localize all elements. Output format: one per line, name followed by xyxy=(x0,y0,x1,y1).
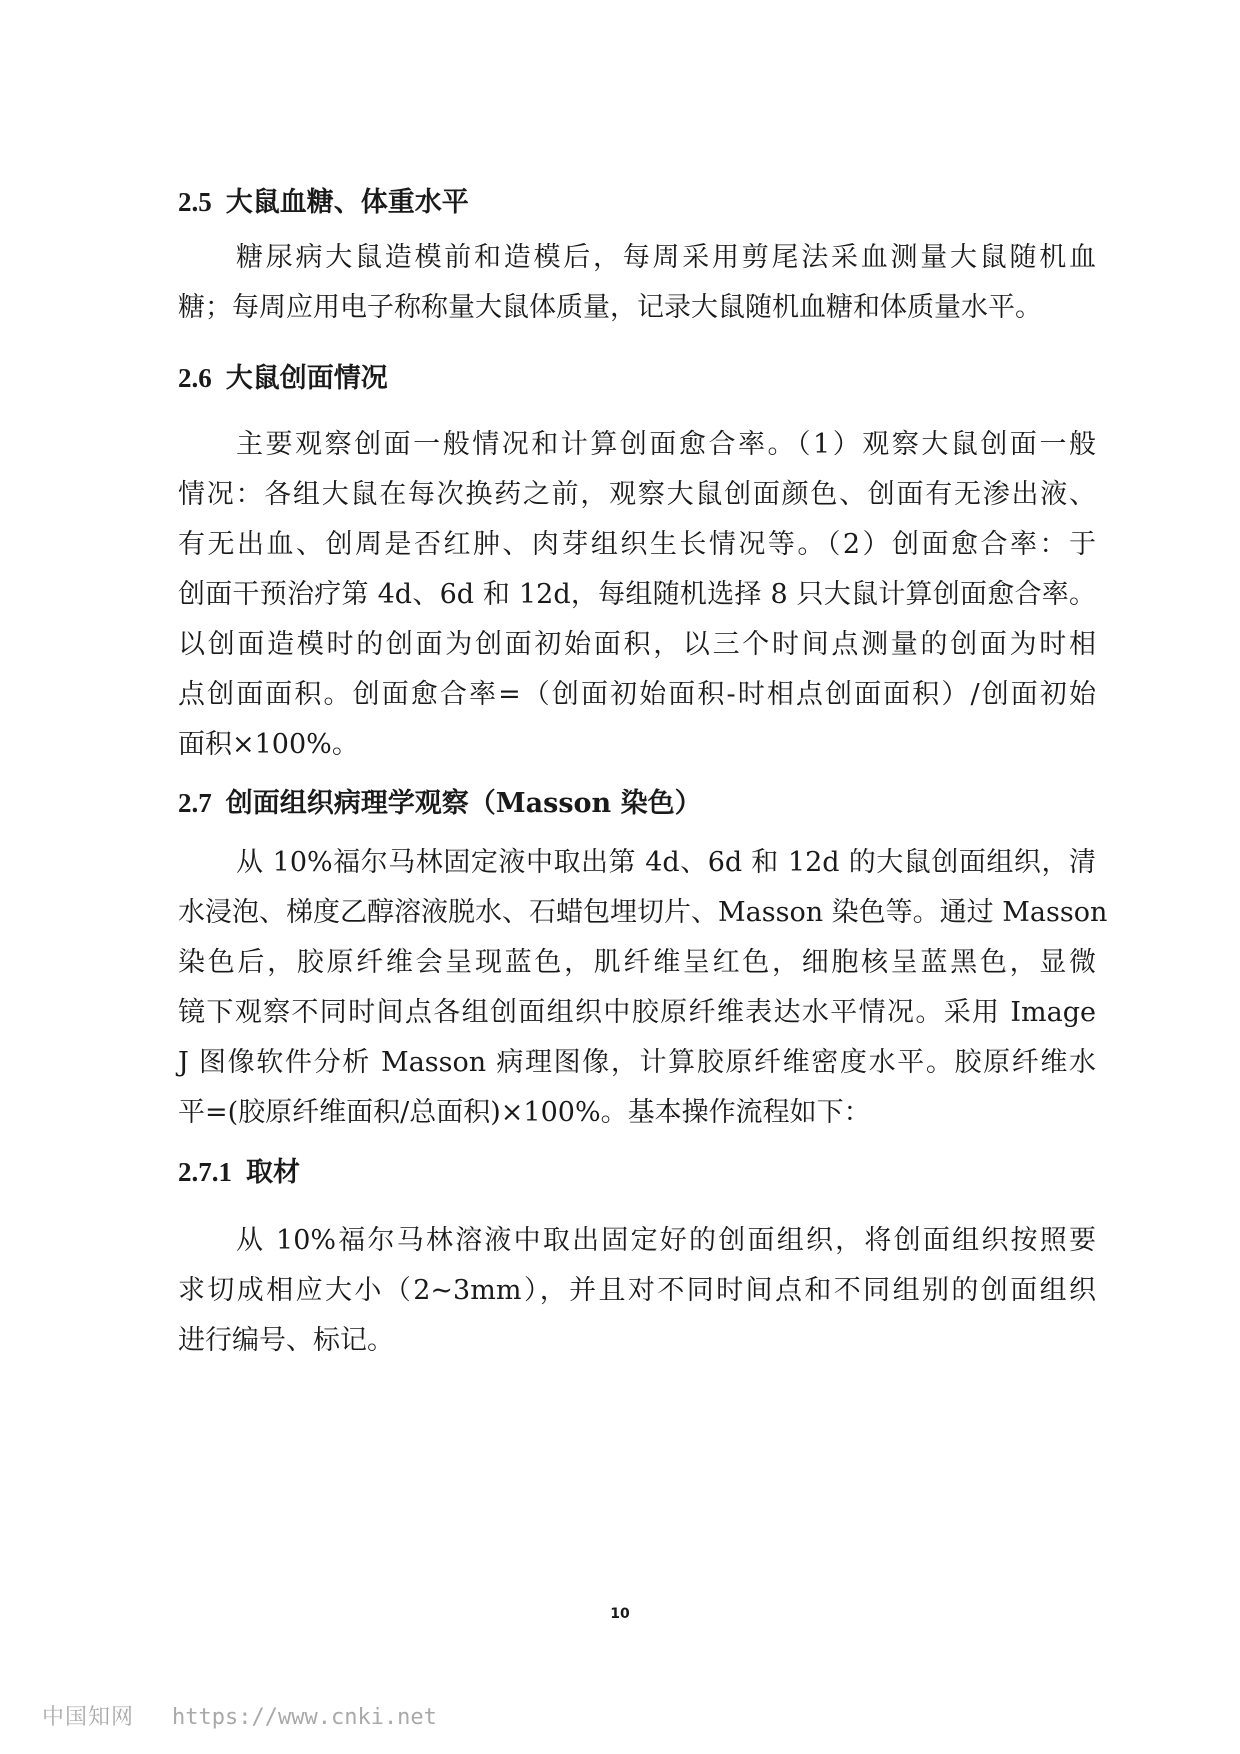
section-heading-2-6 xyxy=(178,360,388,397)
text-line: 创面干预治疗第 4d、6d 和 12d，每组随机选择 8 只大鼠计算创面愈合率。 xyxy=(178,579,1096,610)
section-number: 2.6 xyxy=(178,363,212,393)
text-line: 糖尿病大鼠造模前和造模后，每周采用剪尾法采血测量大鼠随机血 xyxy=(236,242,1096,273)
section-number: 2.5 xyxy=(178,187,212,217)
text-line: J 图像软件分析 Masson 病理图像，计算胶原纤维密度水平。胶原纤维水 xyxy=(178,1047,1096,1078)
text-line: 点创面面积。创面愈合率=（创面初始面积-时相点创面面积）/创面初始 xyxy=(178,679,1096,710)
text-line: 有无出血、创周是否红肿、肉芽组织生长情况等。（2）创面愈合率：于 xyxy=(178,529,1096,560)
page-number: 10 xyxy=(610,1606,630,1622)
text-line: 进行编号、标记。 xyxy=(178,1325,394,1356)
text-line: 从 10%福尔马林固定液中取出第 4d、6d 和 12d 的大鼠创面组织，清 xyxy=(236,847,1096,878)
text-line: 情况：各组大鼠在每次换药之前，观察大鼠创面颜色、创面有无渗出液、 xyxy=(178,479,1096,510)
watermark-url: https://www.cnki.net xyxy=(172,1705,437,1730)
section-heading-2-7 xyxy=(178,785,702,822)
section-heading-2-7-1 xyxy=(178,1154,300,1191)
text-line: 染色后，胶原纤维会呈现蓝色，肌纤维呈红色，细胞核呈蓝黑色，显微 xyxy=(178,947,1096,978)
paragraph-2-7-1 xyxy=(178,1216,1096,1366)
text-line: 从 10%福尔马林溶液中取出固定好的创面组织，将创面组织按照要 xyxy=(236,1225,1096,1256)
paragraph-2-7 xyxy=(178,838,1108,1138)
section-title: 大鼠创面情况 xyxy=(225,363,388,394)
text-line: 面积×100%。 xyxy=(178,729,359,760)
text-line: 平=(胶原纤维面积/总面积)×100%。基本操作流程如下： xyxy=(178,1097,871,1128)
watermark xyxy=(42,1700,437,1731)
watermark-logo: 中国知网 xyxy=(42,1705,135,1730)
text-line: 镜下观察不同时间点各组创面组织中胶原纤维表达水平情况。采用 Image xyxy=(178,997,1096,1028)
section-number: 2.7.1 xyxy=(178,1157,232,1187)
text-line: 求切成相应大小（2~3mm），并且对不同时间点和不同组别的创面组织 xyxy=(178,1275,1096,1306)
section-title: 大鼠血糖、体重水平 xyxy=(225,187,469,218)
paragraph-2-5 xyxy=(178,233,1096,333)
text-line: 主要观察创面一般情况和计算创面愈合率。（1）观察大鼠创面一般 xyxy=(236,429,1096,460)
paragraph-2-6 xyxy=(178,420,1096,770)
text-line: 以创面造模时的创面为创面初始面积，以三个时间点测量的创面为时相 xyxy=(178,629,1096,660)
section-title: 创面组织病理学观察（Masson 染色） xyxy=(225,788,702,819)
text-line: 水浸泡、梯度乙醇溶液脱水、石蜡包埋切片、Masson 染色等。通过 Masson xyxy=(178,897,1108,928)
section-heading-2-5 xyxy=(178,184,469,221)
section-number: 2.7 xyxy=(178,788,212,818)
text-line: 糖；每周应用电子称称量大鼠体质量，记录大鼠随机血糖和体质量水平。 xyxy=(178,292,1042,323)
section-title: 取材 xyxy=(246,1157,300,1188)
